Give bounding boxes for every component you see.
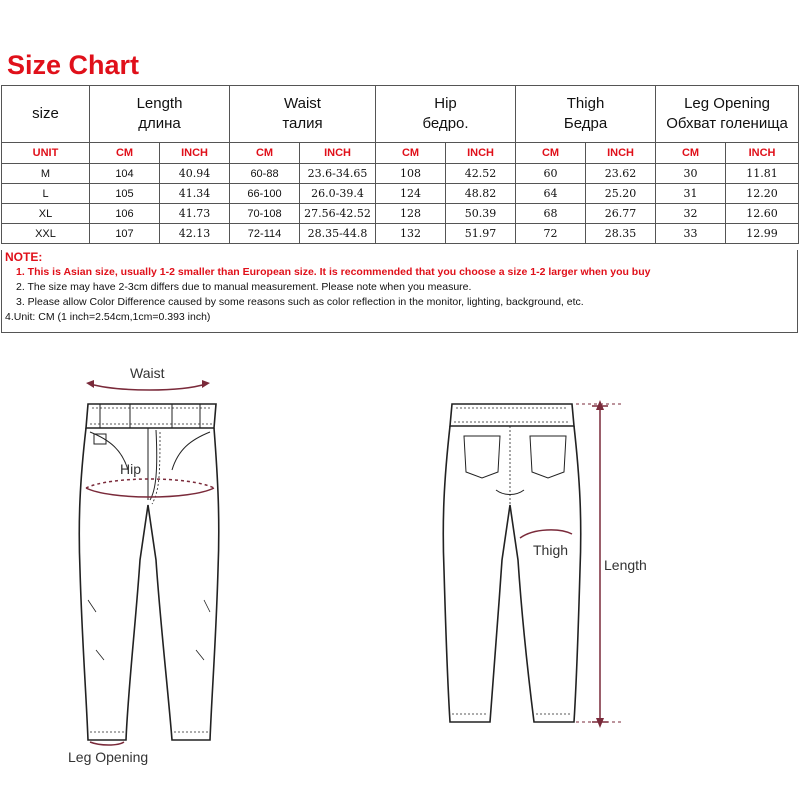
table-cell: 50.39 (446, 204, 516, 224)
page-title: Size Chart (7, 50, 140, 80)
table-cell: 128 (376, 204, 446, 224)
note-item: 4.Unit: CM (1 inch=2.54cm,1cm=0.393 inch) (5, 311, 211, 323)
table-cell: 64 (516, 184, 586, 204)
table-cell: 106 (90, 204, 160, 224)
unit-cell: INCH (300, 143, 376, 164)
table-cell: 124 (376, 184, 446, 204)
unit-cell: INCH (160, 143, 230, 164)
arrowheads (86, 380, 604, 728)
waist-label: Waist (130, 365, 165, 381)
table-row (2, 224, 799, 244)
hip-measure-back-line (86, 479, 214, 488)
leg-opening-measure-line (90, 742, 124, 745)
size-cell: XL (2, 204, 90, 224)
table-cell: 70-108 (230, 204, 300, 224)
back-pants-illustration (443, 404, 581, 722)
unit-cell: INCH (726, 143, 799, 164)
leg-opening-label: Leg Opening (68, 749, 149, 765)
unit-cell: INCH (586, 143, 656, 164)
table-cell: 12.99 (726, 224, 799, 244)
table-cell: 48.82 (446, 184, 516, 204)
table-cell: 12.60 (726, 204, 799, 224)
header-hip: Hip бедро. (376, 86, 516, 143)
table-cell: 28.35-44.8 (300, 224, 376, 244)
table-cell: 27.56-42.52 (300, 204, 376, 224)
hip-label: Hip (120, 461, 142, 477)
notes-heading: NOTE: (5, 250, 43, 264)
table-cell: 31 (656, 184, 726, 204)
table-cell: 25.20 (586, 184, 656, 204)
table-cell: 41.73 (160, 204, 230, 224)
header-row (2, 86, 799, 143)
front-pants-illustration (79, 404, 219, 740)
header-thigh: Thigh Бедра (516, 86, 656, 143)
thigh-measure-line (520, 530, 572, 538)
table-cell: 32 (656, 204, 726, 224)
note-item: 3. Please allow Color Difference caused by some reasons such as color reflection in the monitor, lighting, background, etc. (16, 296, 584, 308)
table-row (2, 164, 799, 184)
unit-cell: CM (516, 143, 586, 164)
unit-cell: CM (90, 143, 160, 164)
header-waist: Waist талия (230, 86, 376, 143)
table-cell: 26.77 (586, 204, 656, 224)
header-leg-opening: Leg Opening Обхват голенища (656, 86, 799, 143)
size-table (1, 85, 799, 244)
table-cell: 108 (376, 164, 446, 184)
table-cell: 72-114 (230, 224, 300, 244)
table-cell: 68 (516, 204, 586, 224)
table-cell: 104 (90, 164, 160, 184)
table-row (2, 204, 799, 224)
header-length: Length длина (90, 86, 230, 143)
table-row (2, 184, 799, 204)
table-cell: 23.62 (586, 164, 656, 184)
table-cell: 60 (516, 164, 586, 184)
table-cell: 42.13 (160, 224, 230, 244)
note-item: 1. This is Asian size, usually 1-2 smaller than European size. It is recommended that you choose a size 1-2 larger when you buy (16, 266, 651, 278)
table-cell: 107 (90, 224, 160, 244)
measurement-lines (86, 384, 624, 745)
table-cell: 33 (656, 224, 726, 244)
length-label: Length (604, 557, 647, 573)
table-cell: 11.81 (726, 164, 799, 184)
table-cell: 132 (376, 224, 446, 244)
table-cell: 66-100 (230, 184, 300, 204)
thigh-label: Thigh (533, 542, 569, 558)
note-item: 2. The size may have 2-3cm differs due to manual measurement. Please note when you measure. (16, 281, 472, 293)
table-cell: 28.35 (586, 224, 656, 244)
waist-measure-line (90, 384, 206, 390)
table-cell: 12.20 (726, 184, 799, 204)
unit-row (2, 143, 799, 164)
hip-measure-line (86, 488, 214, 497)
table-cell: 51.97 (446, 224, 516, 244)
header-size: size (2, 86, 90, 143)
unit-cell: CM (656, 143, 726, 164)
table-cell: 42.52 (446, 164, 516, 184)
pants-diagram (0, 340, 800, 800)
table-cell: 60-88 (230, 164, 300, 184)
table-cell: 23.6-34.65 (300, 164, 376, 184)
size-cell: M (2, 164, 90, 184)
table-cell: 30 (656, 164, 726, 184)
table-cell: 26.0-39.4 (300, 184, 376, 204)
table-cell: 41.34 (160, 184, 230, 204)
size-cell: XXL (2, 224, 90, 244)
size-cell: L (2, 184, 90, 204)
notes-box (1, 250, 798, 333)
unit-cell: CM (230, 143, 300, 164)
unit-cell: INCH (446, 143, 516, 164)
table-cell: 72 (516, 224, 586, 244)
table-cell: 105 (90, 184, 160, 204)
table-cell: 40.94 (160, 164, 230, 184)
unit-cell: UNIT (2, 143, 90, 164)
unit-cell: CM (376, 143, 446, 164)
